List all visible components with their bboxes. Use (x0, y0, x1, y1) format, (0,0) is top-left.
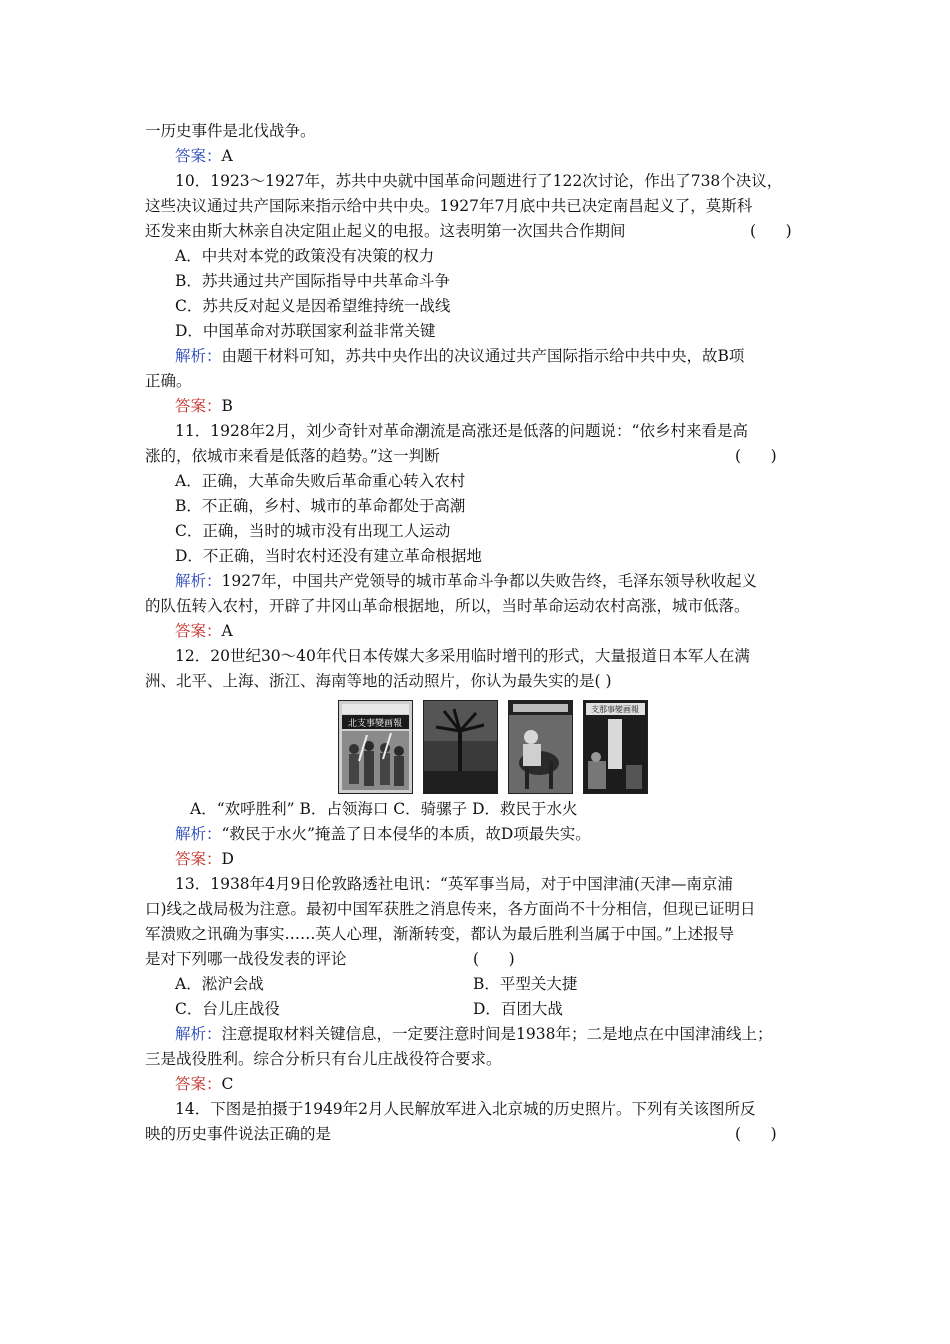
question-12-line-2: 洲、北平、上海、浙江、海南等地的活动照片，你认为最失实的是( ) (145, 672, 612, 690)
question-13-line-1: 13．1938年4月9日伦敦路透社电讯：“英军事当局，对于中国津浦(天津—南京浦 (175, 875, 733, 893)
analysis-text: 注意提取材料关键信息，一定要注意时间是1938年；二是地点在中国津浦线上； (221, 1025, 773, 1043)
answer-value: C (221, 1075, 234, 1093)
option-d: D．百团大战 (473, 1000, 563, 1018)
analysis-line-2: 的队伍转入农村，开辟了井冈山革命根据地，所以，当时革命运动农村高涨，城市低落。 (145, 597, 750, 615)
answer-label: 答案： (175, 147, 222, 165)
answer-line (175, 1074, 233, 1094)
answer-value: B (221, 397, 233, 415)
question-11-line-2: 涨的，依城市来看是低落的趋势。”这一判断 (145, 447, 440, 465)
answer-value: D (221, 850, 234, 868)
question-10-line-2: 这些决议通过共产国际来指示给中共中央。1927年7月底中共已决定南昌起义了，莫斯科 (145, 197, 753, 215)
analysis-label: 解析： (175, 347, 222, 365)
option-b: B．苏共通过共产国际指导中共革命斗争 (175, 272, 450, 290)
question-11-line-1: 11．1928年2月，刘少奇针对革命潮流是高涨还是低落的问题说：“依乡村来看是高 (175, 422, 748, 440)
analysis-line (175, 1024, 772, 1044)
answer-label: 答案： (175, 622, 222, 640)
option-b: B．不正确，乡村、城市的革命都处于高潮 (175, 497, 466, 515)
question-14-line-2: 映的历史事件说法正确的是 (145, 1125, 332, 1143)
analysis-line (175, 571, 757, 591)
analysis-label: 解析： (175, 825, 222, 843)
answer-value: A (221, 147, 233, 165)
option-c: C．苏共反对起义是因希望维持统一战线 (175, 297, 451, 315)
question-13-line-2: 口)线之战局极为注意。最初中国军获胜之消息传来，各方面尚不十分相信，但现已证明日 (145, 900, 756, 918)
analysis-line (175, 346, 744, 366)
answer-blank: ( ) (735, 447, 777, 465)
question-10-line-3: 还发来由斯大林亲自决定阻止起义的电报。这表明第一次国共合作期间 (145, 222, 626, 240)
option-d: D．不正确，当时农村还没有建立革命根据地 (175, 547, 482, 565)
magazine-cover-photo-1 (338, 700, 413, 794)
question-13-line-4: 是对下列哪一战役发表的评论 (145, 950, 347, 968)
cover-title: 北支事變画報 (347, 719, 403, 729)
answer-label: 答案： (175, 1075, 222, 1093)
answer-blank: ( ) (473, 950, 515, 968)
answer-line (175, 849, 234, 869)
answer-label: 答案： (175, 850, 222, 868)
option-a: A．淞沪会战 (175, 975, 264, 993)
question-12-options: A．“欢呼胜利” B．占领海口 C．骑骡子 D．救民于水火 (190, 800, 578, 818)
answer-line (175, 621, 233, 641)
analysis-label: 解析： (175, 572, 222, 590)
analysis-line (175, 824, 591, 844)
magazine-cover-photo-2 (423, 700, 498, 794)
question-12-line-1: 12．20世纪30～40年代日本传媒大多采用临时增刊的形式，大量报道日本军人在满 (175, 647, 750, 665)
answer-blank: ( ) (750, 222, 792, 240)
option-a: A．正确，大革命失败后革命重心转入农村 (175, 472, 466, 490)
analysis-line-2: 三是战役胜利。综合分析只有台儿庄战役符合要求。 (145, 1050, 502, 1068)
analysis-label: 解析： (175, 1025, 222, 1043)
magazine-cover-photo-4 (583, 700, 648, 794)
answer-label: 答案： (175, 397, 222, 415)
text-line: 一历史事件是北伐战争。 (145, 122, 316, 140)
analysis-text: 由题干材料可知，苏共中央作出的决议通过共产国际指示给中共中央，故B项 (221, 347, 745, 365)
question-14-line-1: 14．下图是拍摄于1949年2月人民解放军进入北京城的历史照片。下列有关该图所反 (175, 1100, 756, 1118)
answer-blank: ( ) (735, 1125, 777, 1143)
analysis-text: “救民于水火”掩盖了日本侵华的本质，故D项最失实。 (221, 825, 591, 843)
cover-title: 支那事變画報 (591, 705, 639, 714)
option-b: B．平型关大捷 (473, 975, 578, 993)
option-a: A．中共对本党的政策没有决策的权力 (175, 247, 435, 265)
option-d: D．中国革命对苏联国家利益非常关键 (175, 322, 436, 340)
analysis-text: 1927年，中国共产党领导的城市革命斗争都以失败告终，毛泽东领导秋收起义 (221, 572, 757, 590)
question-13-line-3: 军溃败之讯确为事实……英人心理，渐渐转变，都认为最后胜利当属于中国。”上述报导 (145, 925, 735, 943)
analysis-line-2: 正确。 (145, 372, 192, 390)
question-10-line-1: 10．1923～1927年，苏共中央就中国革命问题进行了122次讨论，作出了738个决议， (175, 172, 783, 190)
answer-value: A (221, 622, 233, 640)
magazine-cover-photo-3 (508, 700, 573, 794)
option-c: C．正确，当时的城市没有出现工人运动 (175, 522, 451, 540)
answer-line (175, 396, 233, 416)
option-c: C．台儿庄战役 (175, 1000, 280, 1018)
answer-line (175, 146, 233, 166)
